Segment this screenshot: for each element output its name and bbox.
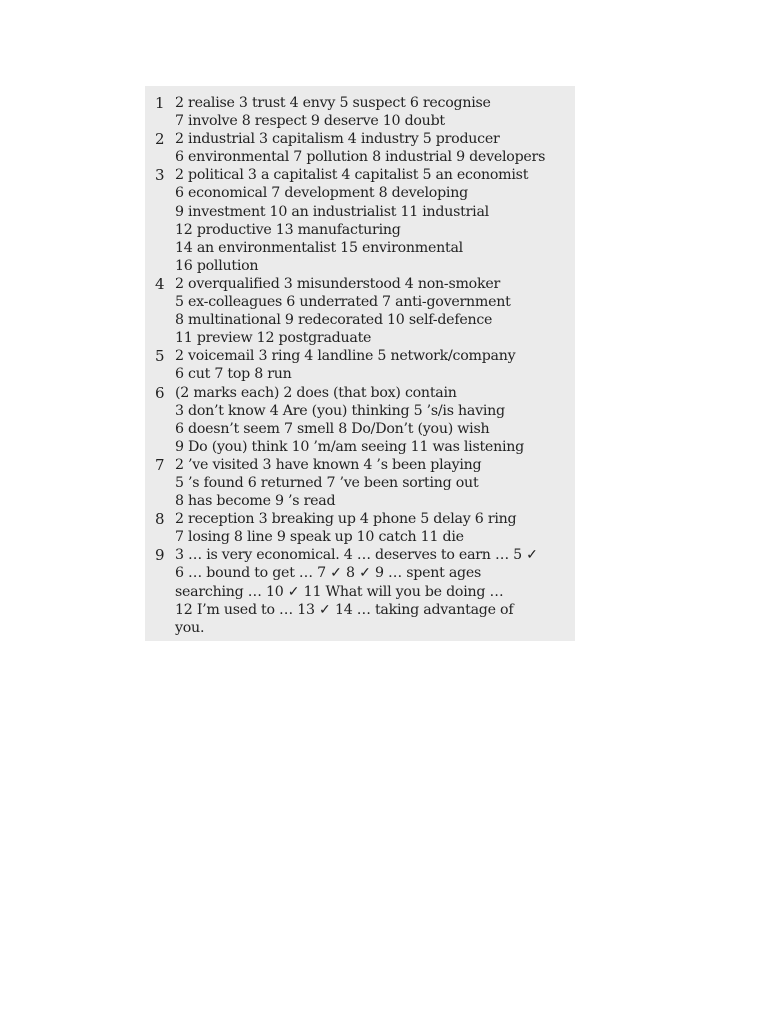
answer-line: 7 involve 8 respect 9 deserve 10 doubt (175, 113, 445, 130)
answer-line: searching … 10 ✓ 11 What will you be doing … (175, 583, 504, 600)
answer-line: 3 don’t know 4 Are (you) thinking 5 ’s/is having (175, 402, 505, 419)
answer-line: 2 overqualified 3 misunderstood 4 non-smoker (175, 275, 500, 292)
answer-line: 12 productive 13 manufacturing (175, 221, 401, 238)
exercise-block (145, 347, 575, 383)
exercise-block (145, 94, 575, 130)
answer-line: 6 … bound to get … 7 ✓ 8 ✓ 9 … spent ages (175, 565, 482, 582)
answer-line: 8 has become 9 ’s read (175, 493, 336, 510)
answer-line: 3 … is very economical. 4 … deserves to earn … 5 ✓ (175, 547, 538, 564)
answer-line: 6 doesn’t seem 7 smell 8 Do/Don’t (you) wish (175, 420, 490, 437)
answer-line: 11 preview 12 postgraduate (175, 330, 372, 347)
answer-line: 16 pollution (175, 257, 259, 274)
exercise-number: 9 (155, 546, 165, 565)
exercise-block (145, 166, 575, 275)
answer-line: 14 an environmentalist 15 environmental (175, 239, 463, 256)
answer-line: 5 ex-colleagues 6 underrated 7 anti-government (175, 294, 511, 311)
answer-line: 6 environmental 7 pollution 8 industrial 9 developers (175, 149, 546, 166)
answer-line: 2 realise 3 trust 4 envy 5 suspect 6 recognise (175, 95, 491, 111)
answer-line: 2 voicemail 3 ring 4 landline 5 network/company (175, 348, 516, 365)
exercise-number: 6 (155, 383, 165, 402)
exercise-number: 1 (155, 94, 165, 112)
exercise-block (145, 384, 575, 456)
answer-line: 12 I’m used to … 13 ✓ 14 … taking advantage of (175, 601, 514, 618)
answer-line: you. (175, 619, 205, 636)
answer-line: 7 losing 8 line 9 speak up 10 catch 11 die (175, 529, 464, 546)
exercise-block (145, 456, 575, 510)
answer-line: 2 ’ve visited 3 have known 4 ’s been playing (175, 456, 482, 473)
exercise-block (145, 130, 575, 166)
exercise-number: 4 (155, 274, 165, 293)
answer-line: 5 ’s found 6 returned 7 ’ve been sorting out (175, 474, 479, 491)
exercise-block (145, 510, 575, 546)
answer-line: 6 economical 7 development 8 developing (175, 185, 468, 202)
answer-line: 9 investment 10 an industrialist 11 industrial (175, 203, 489, 220)
answer-line: 2 political 3 a capitalist 4 capitalist 5 an economist (175, 167, 529, 184)
answer-key-box (145, 86, 575, 641)
exercise-block (145, 275, 575, 347)
exercise-number: 8 (155, 510, 165, 529)
exercise-number: 7 (155, 455, 165, 474)
exercise-number: 3 (155, 166, 165, 185)
exercise-number: 2 (155, 130, 165, 149)
answer-line: 2 industrial 3 capitalism 4 industry 5 producer (175, 131, 500, 148)
answer-line: (2 marks each) 2 does (that box) contain (175, 384, 457, 401)
exercise-number: 5 (155, 347, 165, 366)
answer-line: 2 reception 3 breaking up 4 phone 5 delay 6 ring (175, 511, 517, 528)
answer-line: 8 multinational 9 redecorated 10 self-defence (175, 312, 493, 329)
answer-line: 9 Do (you) think 10 ’m/am seeing 11 was listening (175, 438, 524, 455)
answer-line: 6 cut 7 top 8 run (175, 366, 292, 383)
exercise-block (145, 546, 575, 636)
